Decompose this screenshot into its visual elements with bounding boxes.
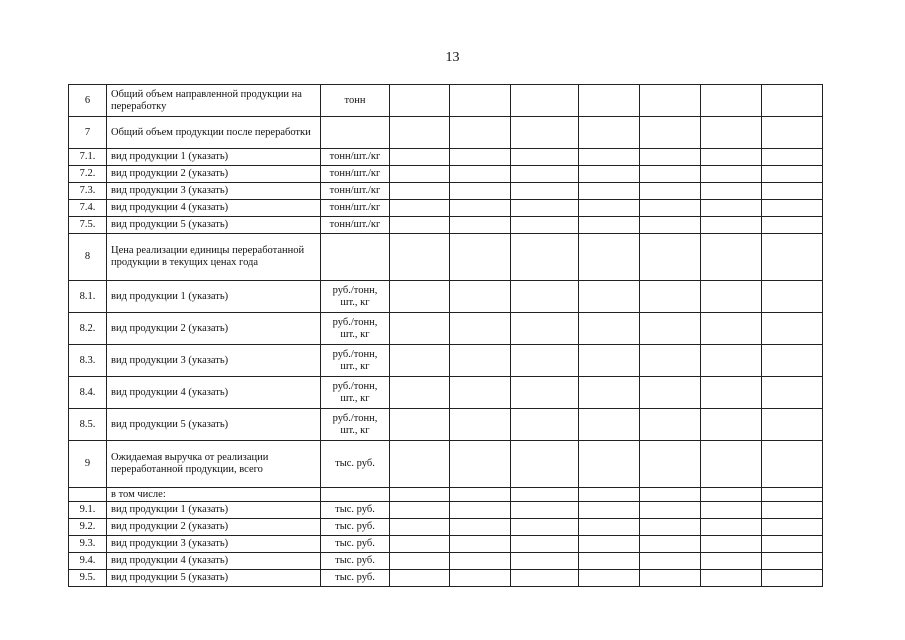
row-number-cell: 8.5. bbox=[69, 409, 107, 441]
row-number-cell: 9.1. bbox=[69, 502, 107, 519]
indicator-name-cell: вид продукции 1 (указать) bbox=[107, 502, 321, 519]
value-cell bbox=[390, 149, 450, 166]
indicator-name-cell: Ожидаемая выручка от реализации переработанной продукции, всего bbox=[107, 441, 321, 488]
indicator-name-cell: вид продукции 4 (указать) bbox=[107, 377, 321, 409]
value-cell bbox=[579, 570, 640, 587]
value-cell bbox=[579, 536, 640, 553]
row-number-cell: 7.3. bbox=[69, 183, 107, 200]
value-cell bbox=[511, 183, 579, 200]
value-cell bbox=[390, 85, 450, 117]
unit-cell: руб./тонн, шт., кг bbox=[321, 313, 390, 345]
value-cell bbox=[640, 313, 701, 345]
unit-cell: руб./тонн, шт., кг bbox=[321, 409, 390, 441]
value-cell bbox=[762, 488, 823, 502]
value-cell bbox=[579, 281, 640, 313]
table-row bbox=[69, 166, 823, 183]
value-cell bbox=[390, 409, 450, 441]
value-cell bbox=[762, 200, 823, 217]
table-row bbox=[69, 502, 823, 519]
row-number-cell: 7.4. bbox=[69, 200, 107, 217]
unit-cell: тонн/шт./кг bbox=[321, 183, 390, 200]
value-cell bbox=[701, 441, 762, 488]
table-row bbox=[69, 441, 823, 488]
value-cell bbox=[762, 536, 823, 553]
unit-cell: тыс. руб. bbox=[321, 570, 390, 587]
indicator-name-cell: вид продукции 3 (указать) bbox=[107, 183, 321, 200]
value-cell bbox=[640, 217, 701, 234]
value-cell bbox=[579, 441, 640, 488]
unit-cell: руб./тонн, шт., кг bbox=[321, 281, 390, 313]
value-cell bbox=[701, 519, 762, 536]
value-cell bbox=[390, 234, 450, 281]
value-cell bbox=[511, 519, 579, 536]
value-cell bbox=[390, 377, 450, 409]
value-cell bbox=[450, 519, 511, 536]
value-cell bbox=[640, 85, 701, 117]
value-cell bbox=[701, 536, 762, 553]
row-number-cell: 8.3. bbox=[69, 345, 107, 377]
value-cell bbox=[762, 570, 823, 587]
value-cell bbox=[640, 149, 701, 166]
table-row bbox=[69, 570, 823, 587]
value-cell bbox=[511, 441, 579, 488]
value-cell bbox=[511, 234, 579, 281]
value-cell bbox=[390, 536, 450, 553]
table-row bbox=[69, 519, 823, 536]
value-cell bbox=[450, 488, 511, 502]
value-cell bbox=[640, 183, 701, 200]
value-cell bbox=[701, 234, 762, 281]
value-cell bbox=[390, 502, 450, 519]
indicator-name-cell: вид продукции 5 (указать) bbox=[107, 217, 321, 234]
value-cell bbox=[762, 502, 823, 519]
value-cell bbox=[579, 409, 640, 441]
unit-cell: тыс. руб. bbox=[321, 441, 390, 488]
value-cell bbox=[390, 166, 450, 183]
value-cell bbox=[701, 281, 762, 313]
value-cell bbox=[762, 234, 823, 281]
value-cell bbox=[640, 409, 701, 441]
value-cell bbox=[640, 234, 701, 281]
indicator-name-cell: вид продукции 4 (указать) bbox=[107, 200, 321, 217]
value-cell bbox=[511, 553, 579, 570]
value-cell bbox=[701, 488, 762, 502]
row-number-cell: 7.5. bbox=[69, 217, 107, 234]
value-cell bbox=[762, 519, 823, 536]
value-cell bbox=[390, 441, 450, 488]
value-cell bbox=[450, 570, 511, 587]
value-cell bbox=[390, 519, 450, 536]
row-number-cell bbox=[69, 488, 107, 502]
value-cell bbox=[579, 117, 640, 149]
value-cell bbox=[450, 313, 511, 345]
value-cell bbox=[640, 377, 701, 409]
value-cell bbox=[511, 281, 579, 313]
value-cell bbox=[511, 488, 579, 502]
value-cell bbox=[701, 409, 762, 441]
value-cell bbox=[511, 117, 579, 149]
table-row bbox=[69, 149, 823, 166]
value-cell bbox=[450, 409, 511, 441]
table-row bbox=[69, 117, 823, 149]
value-cell bbox=[450, 166, 511, 183]
table-row bbox=[69, 345, 823, 377]
value-cell bbox=[701, 502, 762, 519]
page-number: 13 bbox=[445, 50, 460, 65]
value-cell bbox=[511, 149, 579, 166]
unit-cell bbox=[321, 117, 390, 149]
value-cell bbox=[579, 519, 640, 536]
value-cell bbox=[762, 553, 823, 570]
value-cell bbox=[701, 85, 762, 117]
value-cell bbox=[511, 313, 579, 345]
indicator-name-cell: вид продукции 1 (указать) bbox=[107, 281, 321, 313]
value-cell bbox=[450, 200, 511, 217]
value-cell bbox=[701, 553, 762, 570]
value-cell bbox=[579, 313, 640, 345]
value-cell bbox=[511, 217, 579, 234]
value-cell bbox=[450, 117, 511, 149]
value-cell bbox=[701, 313, 762, 345]
unit-cell: тонн/шт./кг bbox=[321, 217, 390, 234]
value-cell bbox=[762, 409, 823, 441]
value-cell bbox=[390, 281, 450, 313]
value-cell bbox=[762, 441, 823, 488]
table-row bbox=[69, 281, 823, 313]
value-cell bbox=[762, 217, 823, 234]
value-cell bbox=[390, 488, 450, 502]
value-cell bbox=[579, 553, 640, 570]
value-cell bbox=[579, 200, 640, 217]
value-cell bbox=[450, 85, 511, 117]
value-cell bbox=[640, 117, 701, 149]
value-cell bbox=[762, 183, 823, 200]
unit-cell: тонн/шт./кг bbox=[321, 200, 390, 217]
value-cell bbox=[390, 183, 450, 200]
value-cell bbox=[390, 570, 450, 587]
value-cell bbox=[640, 553, 701, 570]
indicator-name-cell: вид продукции 2 (указать) bbox=[107, 519, 321, 536]
value-cell bbox=[450, 502, 511, 519]
indicator-name-cell: вид продукции 2 (указать) bbox=[107, 166, 321, 183]
indicator-name-cell: вид продукции 5 (указать) bbox=[107, 409, 321, 441]
value-cell bbox=[450, 345, 511, 377]
value-cell bbox=[762, 166, 823, 183]
value-cell bbox=[511, 377, 579, 409]
table-row bbox=[69, 85, 823, 117]
indicator-name-cell: Общий объем продукции после переработки bbox=[107, 117, 321, 149]
value-cell bbox=[450, 217, 511, 234]
value-cell bbox=[701, 200, 762, 217]
table-row bbox=[69, 313, 823, 345]
indicator-name-cell: вид продукции 4 (указать) bbox=[107, 553, 321, 570]
unit-cell: тыс. руб. bbox=[321, 519, 390, 536]
value-cell bbox=[450, 281, 511, 313]
row-number-cell: 9.3. bbox=[69, 536, 107, 553]
table-row bbox=[69, 553, 823, 570]
value-cell bbox=[450, 183, 511, 200]
table-row bbox=[69, 377, 823, 409]
unit-cell: руб./тонн, шт., кг bbox=[321, 377, 390, 409]
table-row bbox=[69, 200, 823, 217]
unit-cell: тыс. руб. bbox=[321, 502, 390, 519]
row-number-cell: 7 bbox=[69, 117, 107, 149]
table-row bbox=[69, 409, 823, 441]
value-cell bbox=[511, 166, 579, 183]
value-cell bbox=[450, 234, 511, 281]
value-cell bbox=[640, 570, 701, 587]
value-cell bbox=[450, 553, 511, 570]
value-cell bbox=[579, 183, 640, 200]
row-number-cell: 9.4. bbox=[69, 553, 107, 570]
row-number-cell: 9 bbox=[69, 441, 107, 488]
unit-cell: тыс. руб. bbox=[321, 536, 390, 553]
row-number-cell: 9.5. bbox=[69, 570, 107, 587]
value-cell bbox=[511, 200, 579, 217]
value-cell bbox=[701, 345, 762, 377]
value-cell bbox=[640, 502, 701, 519]
unit-cell bbox=[321, 488, 390, 502]
value-cell bbox=[511, 502, 579, 519]
value-cell bbox=[640, 200, 701, 217]
value-cell bbox=[390, 313, 450, 345]
unit-cell: тонн bbox=[321, 85, 390, 117]
value-cell bbox=[640, 488, 701, 502]
value-cell bbox=[762, 313, 823, 345]
report-table-body bbox=[69, 85, 823, 587]
indicator-name-cell: вид продукции 5 (указать) bbox=[107, 570, 321, 587]
value-cell bbox=[762, 281, 823, 313]
value-cell bbox=[511, 409, 579, 441]
value-cell bbox=[701, 377, 762, 409]
row-number-cell: 9.2. bbox=[69, 519, 107, 536]
value-cell bbox=[762, 85, 823, 117]
row-number-cell: 8.1. bbox=[69, 281, 107, 313]
table-row bbox=[69, 234, 823, 281]
indicator-name-cell: вид продукции 1 (указать) bbox=[107, 149, 321, 166]
row-number-cell: 8 bbox=[69, 234, 107, 281]
unit-cell: тонн/шт./кг bbox=[321, 166, 390, 183]
row-number-cell: 8.4. bbox=[69, 377, 107, 409]
value-cell bbox=[762, 345, 823, 377]
value-cell bbox=[579, 488, 640, 502]
value-cell bbox=[579, 377, 640, 409]
indicator-name-cell: Цена реализации единицы переработанной продукции в текущих ценах года bbox=[107, 234, 321, 281]
table-row bbox=[69, 488, 823, 502]
row-number-cell: 6 bbox=[69, 85, 107, 117]
value-cell bbox=[579, 166, 640, 183]
value-cell bbox=[701, 183, 762, 200]
value-cell bbox=[390, 217, 450, 234]
value-cell bbox=[640, 166, 701, 183]
value-cell bbox=[450, 536, 511, 553]
row-number-cell: 7.2. bbox=[69, 166, 107, 183]
value-cell bbox=[640, 536, 701, 553]
value-cell bbox=[579, 234, 640, 281]
row-number-cell: 7.1. bbox=[69, 149, 107, 166]
unit-cell: тыс. руб. bbox=[321, 553, 390, 570]
value-cell bbox=[511, 85, 579, 117]
value-cell bbox=[701, 166, 762, 183]
value-cell bbox=[640, 519, 701, 536]
indicator-name-cell: Общий объем направленной продукции на переработку bbox=[107, 85, 321, 117]
value-cell bbox=[640, 345, 701, 377]
value-cell bbox=[450, 441, 511, 488]
indicator-name-cell: вид продукции 3 (указать) bbox=[107, 536, 321, 553]
value-cell bbox=[390, 117, 450, 149]
value-cell bbox=[762, 377, 823, 409]
value-cell bbox=[701, 217, 762, 234]
value-cell bbox=[511, 345, 579, 377]
value-cell bbox=[511, 570, 579, 587]
value-cell bbox=[640, 281, 701, 313]
value-cell bbox=[762, 149, 823, 166]
indicator-name-cell: вид продукции 2 (указать) bbox=[107, 313, 321, 345]
value-cell bbox=[640, 441, 701, 488]
table-row bbox=[69, 183, 823, 200]
value-cell bbox=[579, 345, 640, 377]
value-cell bbox=[450, 149, 511, 166]
row-number-cell: 8.2. bbox=[69, 313, 107, 345]
value-cell bbox=[701, 117, 762, 149]
value-cell bbox=[579, 217, 640, 234]
indicator-name-cell: вид продукции 3 (указать) bbox=[107, 345, 321, 377]
report-table bbox=[68, 84, 823, 587]
table-row bbox=[69, 536, 823, 553]
value-cell bbox=[579, 502, 640, 519]
value-cell bbox=[511, 536, 579, 553]
value-cell bbox=[579, 85, 640, 117]
value-cell bbox=[701, 149, 762, 166]
table-row bbox=[69, 217, 823, 234]
value-cell bbox=[701, 570, 762, 587]
value-cell bbox=[390, 345, 450, 377]
unit-cell: тонн/шт./кг bbox=[321, 149, 390, 166]
indicator-name-cell: в том числе: bbox=[107, 488, 321, 502]
value-cell bbox=[390, 200, 450, 217]
value-cell bbox=[390, 553, 450, 570]
value-cell bbox=[579, 149, 640, 166]
value-cell bbox=[450, 377, 511, 409]
unit-cell bbox=[321, 234, 390, 281]
unit-cell: руб./тонн, шт., кг bbox=[321, 345, 390, 377]
value-cell bbox=[762, 117, 823, 149]
